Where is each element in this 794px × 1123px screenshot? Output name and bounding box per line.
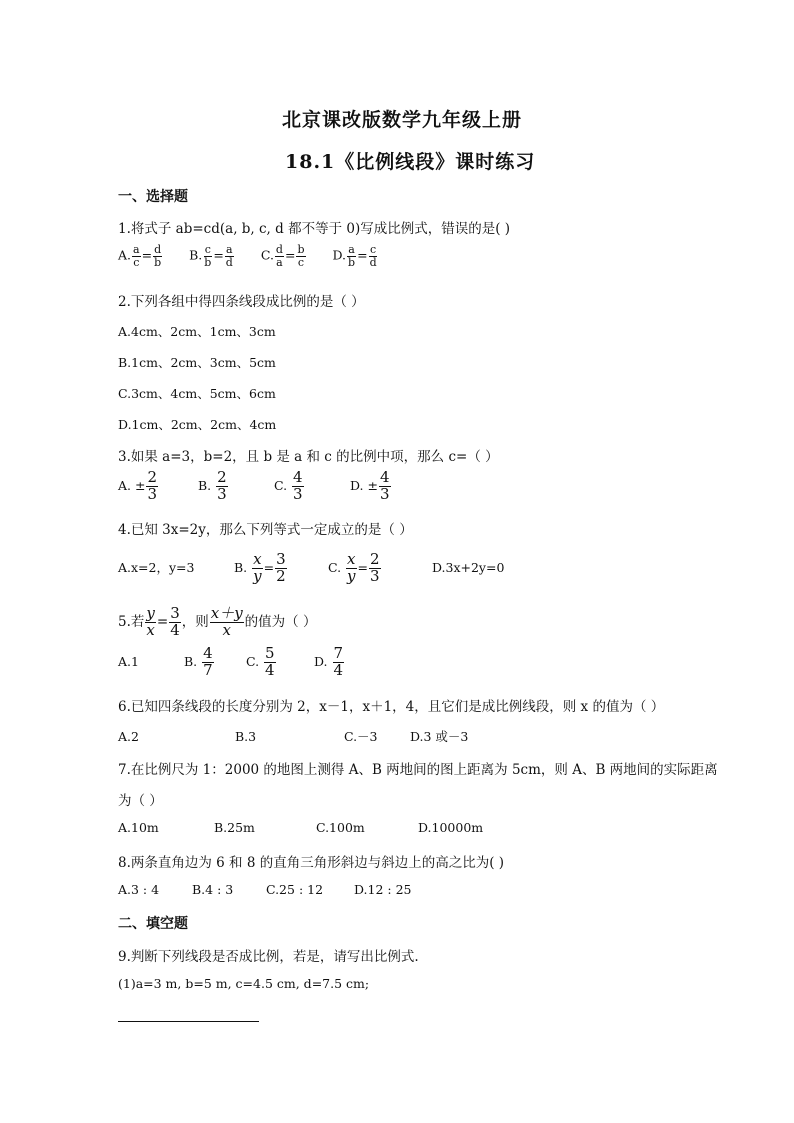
q5-option-c: C. $\frac{5}{4}$ [245,644,275,679]
q3-option-b: B. $\frac{2}{3}$ [197,468,227,503]
q7-option-a: A.10m [118,820,159,835]
q2-option-d: D.1cm、2cm、2cm、4cm [118,417,277,432]
question-6-options [118,727,468,745]
document-title: 北京课改版数学九年级上册 [282,109,523,131]
q7-option-b: B.25m [213,820,255,835]
footnote-divider [118,1021,259,1022]
q7-option-c: C.100m [315,820,365,835]
q8-option-a: A.3 : 4 [118,882,160,897]
question-4-stem: 4.已知 3x=2y，那么下列等式一定成立的是（ ） [118,522,413,538]
question-1-options [118,244,379,268]
q5-option-d: D. $\frac{7}{4}$ [313,644,344,679]
question-5-options [118,646,345,679]
question-8-stem: 8.两条直角边为 6 和 8 的直角三角形斜边与斜边上的高之比为( ) [118,855,505,871]
q2-option-c: C.3cm、4cm、5cm、6cm [118,386,276,401]
q2-option-a: A.4cm、2cm、1cm、3cm [118,324,276,339]
q2-option-b: B.1cm、2cm、3cm、5cm [118,355,276,370]
question-6-stem: 6.已知四条线段的长度分别为 2，x－1，x＋1，4，且它们是成比例线段，则 x 的值为（ ） [118,699,665,715]
q6-option-c: C.－3 [343,729,378,744]
question-1-stem: 1.将式子 ab=cd(a, b, c, d 都不等于 0)写成比例式，错误的是( ) [118,221,511,237]
question-9-sub-1: (1)a=3 m, b=5 m, c=4.5 cm, d=7.5 cm; [118,976,370,991]
q6-option-b: B.3 [234,729,257,744]
q8-option-c: C.25 : 12 [265,882,324,897]
q1-option-d: D. $\frac{a}{b}$ = $\frac{c}{d}$ [332,243,377,269]
document-subtitle: 18.1《比例线段》课时练习 [285,151,536,173]
question-5-stem: 5.若 $\frac{y}{x}$ = $\frac{3}{4}$ ，则 $\frac{x+y}{x}$ 的值为（ ） [118,604,317,639]
question-7-options [118,820,483,835]
q1-option-a: A. $\frac{a}{c}$ = $\frac{d}{b}$ [118,243,162,269]
question-4-options [118,552,504,585]
q5-option-b: B. $\frac{4}{7}$ [183,644,213,679]
question-3-options [118,470,392,503]
q8-option-d: D.12 : 25 [353,882,412,897]
q1-option-b: B. $\frac{c}{b}$ = $\frac{a}{d}$ [189,243,233,269]
question-7-stem-line-1: 7.在比例尺为 1：2000 的地图上测得 A、B 两地间的图上距离为 5cm，则 A、B 两地间的实际距离 [118,762,718,778]
q4-option-c: C. $\frac{x}{y}$ = $\frac{2}{3}$ [327,550,380,585]
q6-option-d: D.3 或－3 [409,729,469,744]
q3-option-c: C. $\frac{4}{3}$ [273,468,303,503]
q1-option-c: C. $\frac{d}{a}$ = $\frac{b}{c}$ [260,243,305,269]
q3-option-a: A. ± $\frac{2}{3}$ [118,468,157,503]
q4-option-d: D.3x+2y=0 [431,559,505,575]
section-heading-choice: 一、选择题 [118,189,188,205]
question-3-stem: 3.如果 a=3，b=2，且 b 是 a 和 c 的比例中项，那么 c=（ ） [118,449,499,465]
question-9-stem: 9.判断下列线段是否成比例，若是，请写出比例式. [118,949,419,965]
q4-option-a: A.x=2，y=3 [118,559,195,575]
q4-option-b: B. $\frac{x}{y}$ = $\frac{3}{2}$ [233,550,286,585]
q8-option-b: B.4 : 3 [191,882,234,897]
q5-option-a: A.1 [118,653,139,669]
question-8-options [118,882,411,897]
section-heading-fill-blank: 二、填空题 [118,916,188,932]
q7-option-d: D.10000m [417,820,484,835]
question-7-stem-line-2: 为（ ） [118,793,163,809]
q3-option-d: D. ± $\frac{4}{3}$ [349,468,390,503]
q6-option-a: A.2 [118,729,139,744]
question-2-stem: 2.下列各组中得四条线段成比例的是（ ） [118,294,365,310]
